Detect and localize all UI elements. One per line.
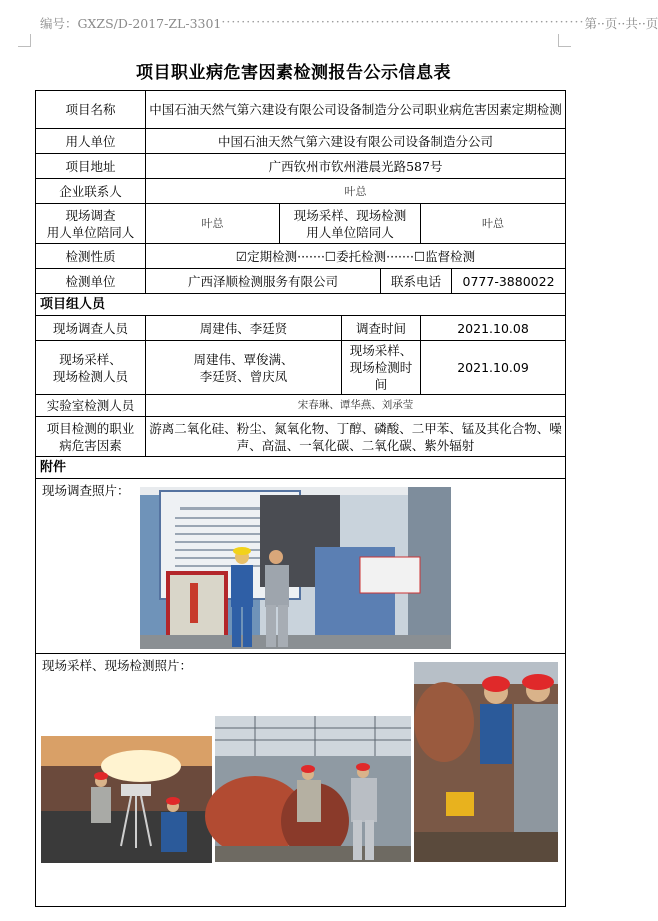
- page-title: 项目职业病危害因素检测报告公示信息表: [136, 63, 451, 83]
- survey-staff-label: 现场调查人员: [36, 316, 146, 341]
- attachments-section-label: 附件: [36, 457, 566, 479]
- agency-label: 检测单位: [36, 269, 146, 294]
- row-team-section: [36, 294, 566, 316]
- sampling-photo-left: [41, 736, 212, 863]
- row-agency: [36, 269, 566, 294]
- info-table: [35, 90, 566, 907]
- row-sampling-staff: [36, 341, 566, 395]
- sampling-time-value: 2021.10.09: [421, 341, 566, 395]
- row-address: [36, 154, 566, 179]
- contact-value: 叶总: [146, 179, 566, 204]
- row-factors: [36, 417, 566, 457]
- row-contact: [36, 179, 566, 204]
- survey-time-label: 调查时间: [342, 316, 421, 341]
- phone-value: 0777-3880022: [452, 269, 566, 294]
- row-project-name: [36, 91, 566, 129]
- sampling-accompany-label: 现场采样、现场检测 用人单位陪同人: [280, 204, 421, 244]
- survey-accompany-value: 叶总: [146, 204, 280, 244]
- sampling-photo-right: [414, 662, 558, 862]
- row-sampling-photo: [36, 654, 566, 907]
- lab-staff-label: 实验室检测人员: [36, 395, 146, 417]
- agency-value: 广西泽顺检测服务有限公司: [146, 269, 381, 294]
- corner-mark-left: [18, 34, 31, 47]
- address-value: 广西钦州市钦州港晨光路587号: [146, 154, 566, 179]
- survey-time-value: 2021.10.08: [421, 316, 566, 341]
- corner-mark-right: [558, 34, 571, 47]
- row-attachments-section: [36, 457, 566, 479]
- row-nature: [36, 244, 566, 269]
- sampling-accompany-value: 叶总: [421, 204, 566, 244]
- survey-accompany-label: 现场调查 用人单位陪同人: [36, 204, 146, 244]
- factors-label: 项目检测的职业 病危害因素: [36, 417, 146, 457]
- survey-staff-value: 周建伟、李廷贤: [146, 316, 342, 341]
- row-survey-photo: [36, 479, 566, 654]
- sampling-time-label: 现场采样、 现场检测时间: [342, 341, 421, 395]
- contact-label: 企业联系人: [36, 179, 146, 204]
- header-dot-leader: ·········································································: [221, 14, 585, 29]
- survey-photo-cell: [36, 479, 566, 654]
- row-survey-staff: [36, 316, 566, 341]
- sampling-staff-value: 周建伟、覃俊满、 李廷贤、曾庆凤: [146, 341, 342, 395]
- page-header: [40, 14, 658, 32]
- nature-label: 检测性质: [36, 244, 146, 269]
- lab-staff-value: 宋春琳、谭华燕、刘承莹: [146, 395, 566, 417]
- row-accompany: [36, 204, 566, 244]
- row-lab-staff: [36, 395, 566, 417]
- survey-photo-caption: 现场调查照片：: [42, 483, 130, 498]
- sampling-staff-label: 现场采样、 现场检测人员: [36, 341, 146, 395]
- team-section-label: 项目组人员: [36, 294, 566, 316]
- nature-value: ☑定期检测·······☐委托检测·······☐监督检测: [146, 244, 566, 269]
- survey-photo: [140, 487, 451, 649]
- row-employer: [36, 129, 566, 154]
- sampling-photo-middle: [215, 716, 411, 862]
- page-mark: 第··页··共··页: [584, 16, 658, 31]
- sampling-photo-cell: [36, 654, 566, 907]
- address-label: 项目地址: [36, 154, 146, 179]
- employer-value: 中国石油天然气第六建设有限公司设备制造分公司: [146, 129, 566, 154]
- project-name-value: 中国石油天然气第六建设有限公司设备制造分公司职业病危害因素定期检测: [146, 91, 566, 129]
- phone-label: 联系电话: [381, 269, 452, 294]
- employer-label: 用人单位: [36, 129, 146, 154]
- factors-value: 游离二氧化硅、粉尘、氮氧化物、丁醇、磷酸、二甲苯、锰及其化合物、噪声、高温、一氧化碳、二氧化碳、紫外辐射: [146, 417, 566, 457]
- sampling-photo-caption: 现场采样、现场检测照片：: [42, 658, 193, 673]
- project-name-label: 项目名称: [36, 91, 146, 129]
- document-code: 编号：GXZS/D-2017-ZL-3301: [40, 16, 222, 31]
